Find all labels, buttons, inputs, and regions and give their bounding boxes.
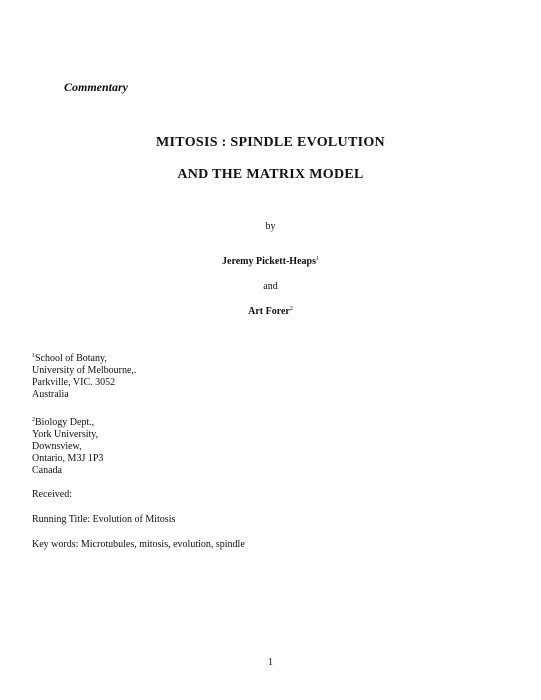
- author-2: [0, 306, 541, 317]
- affiliation-line: Canada: [32, 465, 62, 476]
- and-label: and: [263, 281, 278, 292]
- affiliation-line: Australia: [32, 389, 69, 400]
- affiliation-line: $^2$Biology Dept.,: [32, 417, 95, 428]
- author-1-mark: 1: [315, 256, 319, 262]
- affiliation-line: Downsview,: [32, 441, 82, 452]
- affiliation-line: Ontario, M3J 1P3: [32, 453, 104, 464]
- author-1: [0, 256, 541, 267]
- running-title: Running Title: Evolution of Mitosis: [32, 514, 176, 525]
- page-number: 1: [268, 657, 273, 668]
- received-line: Received:: [32, 489, 72, 500]
- by-label: by: [265, 221, 276, 232]
- author-2-name: Art Forer: [248, 306, 290, 317]
- affiliation-2-mark: 2: [32, 417, 35, 423]
- affiliation-line: Parkville, VIC. 3052: [32, 377, 116, 388]
- author-1-name: Jeremy Pickett-Heaps: [222, 256, 316, 267]
- commentary-label: Commentary: [64, 80, 129, 94]
- key-words: Key words: Microtubules, mitosis, evolution, spindle: [32, 539, 245, 550]
- author-2-mark: 2: [289, 306, 293, 312]
- affiliation-line: $^1$School of Botany,: [32, 353, 107, 364]
- affiliation-line: York University,: [32, 429, 99, 440]
- affiliation-2: [32, 417, 332, 477]
- affiliation-1-mark: 1: [32, 353, 35, 359]
- title-line-1: MITOSIS : SPINDLE EVOLUTION: [156, 135, 385, 150]
- affiliation-1: [32, 353, 332, 401]
- title-line-2: AND THE MATRIX MODEL: [177, 167, 364, 182]
- affiliation-line: University of Melbourne,.: [32, 365, 137, 376]
